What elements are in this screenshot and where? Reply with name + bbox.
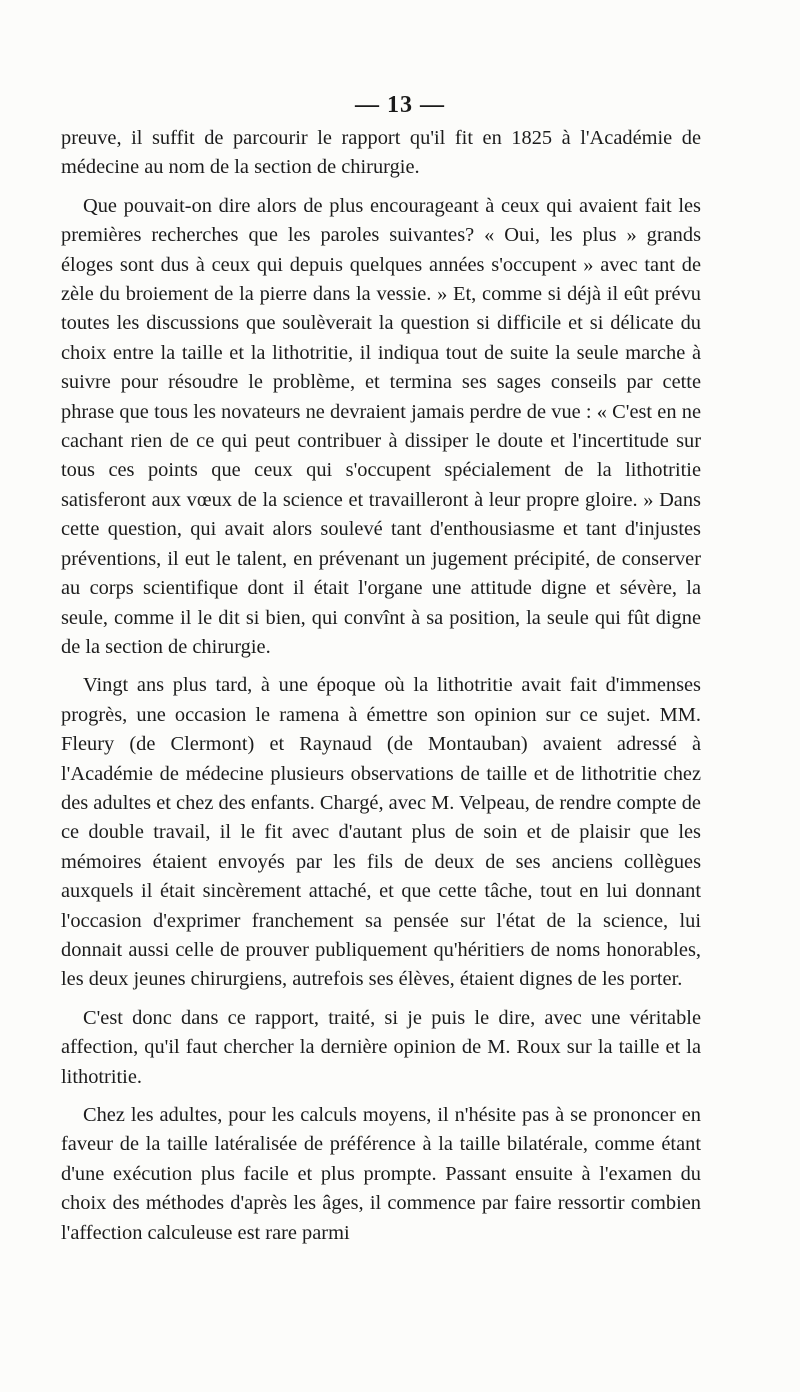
page-number: — 13 — [355,92,445,118]
paragraph-4: C'est donc dans ce rapport, traité, si je puis le dire, avec une véritable affection, qu'il faut chercher la dernière opinion de M. Roux sur la taille et la lithotritie. [61,1006,701,1088]
paragraph-2: Que pouvait-on dire alors de plus encourageant à ceux qui avaient fait les premières recherches que les paroles suivantes? « Oui, les plus » grands éloges sont dus à ceux qui depuis quelques années s'occupent » avec tant de zèle du broiement de la pierre dans la vessie. » Et, comme si déjà il eût prévu toutes les discussions que soulèverait la question si difficile et si délicate du choix entre la taille et la lithotritie, il indiqua tout de suite la seule marche à suivre pour résoudre le problème, et termina ses sages conseils par cette phrase que tous les novateurs ne devraient jamais perdre de vue : « C'est en ne cachant rien de ce qui peut contribuer à dissiper le doute et l'incertitude sur tous ces points que ceux qui s'occupent spécialement de la lithotritie satisferont aux vœux de la science et travailleront à leur propre gloire. » Dans cette question, qui avait alors soulevé tant d'enthousiasme et tant d'injustes préventions, il eut le talent, en prévenant un jugement précipité, de conserver au corps scientifique dont il était l'organe une attitude digne et sévère, la seule, comme il le dit si bien, qui convînt à sa position, la seule qui fût digne de la section de chirurgie. [61,194,701,658]
paragraph-1: preuve, il suffit de parcourir le rapport qu'il fit en 1825 à l'Académie de médecine au nom de la section de chirurgie. [61,127,701,179]
paragraph-3: Vingt ans plus tard, à une époque où la lithotritie avait fait d'immenses progrès, une occasion le ramena à émettre son opinion sur ce sujet. MM. Fleury (de Clermont) et Raynaud (de Montauban) avaient adressé à l'Académie de médecine plusieurs observations de taille et de lithotritie chez des adultes et chez des enfants. Chargé, avec M. Velpeau, de rendre compte de ce double travail, il le fit avec d'autant plus de soin et de plaisir que les mémoires étaient envoyés par les fils de deux de ses anciens collègues auxquels il était sincèrement attaché, et que cette tâche, tout en lui donnant l'occasion d'exprimer franchement sa pensée sur l'état de la science, lui donnait aussi celle de prouver publiquement qu'héritiers de noms honorables, les deux jeunes chirurgiens, autrefois ses élèves, étaient dignes de les porter. [61,674,701,991]
paragraph-5: Chez les adultes, pour les calculs moyens, il n'hésite pas à se prononcer en faveur de la taille latéralisée de préférence à la taille bilatérale, comme étant d'une exécution plus facile et plus prompte. Passant ensuite à l'examen du choix des méthodes d'après les âges, il commence par faire ressortir combien l'affection calculeuse est rare parmi [61,1104,701,1244]
page-body [61,124,701,1257]
